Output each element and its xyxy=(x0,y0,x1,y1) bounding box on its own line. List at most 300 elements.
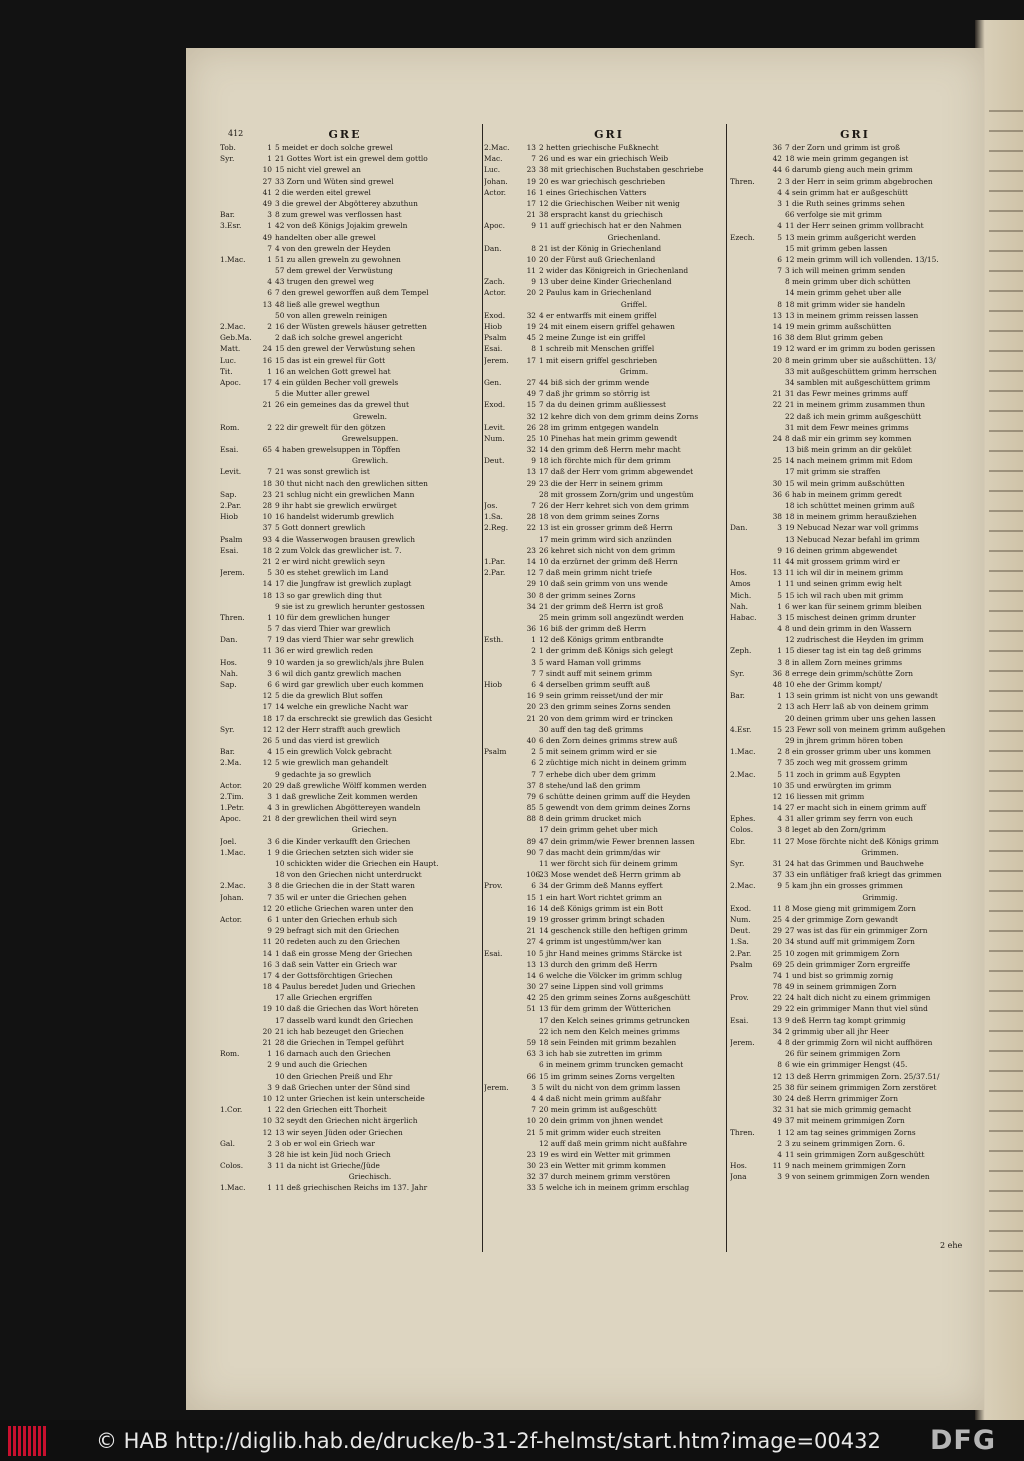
entry-text: 17 mit grimm sie straffen xyxy=(785,467,881,477)
chapter-number: 29 xyxy=(526,478,536,488)
entry-text: 13 wir seyen Jüden oder Griechen xyxy=(275,1127,403,1137)
entry-text: 20 es war griechisch geschrieben xyxy=(539,176,666,186)
chapter-number: 31 xyxy=(772,859,782,868)
entry-text: 17 dasselb ward kundt den Griechen xyxy=(275,1015,414,1025)
entry-text: 8 der grimm seines Zorns xyxy=(539,590,636,600)
chapter-number: 11 xyxy=(772,1161,782,1171)
chapter-number: 9 xyxy=(267,657,272,667)
entry-text: 38 für seinem grimmigen Zorn zerstöret xyxy=(785,1082,937,1092)
chapter-number: 29 xyxy=(772,1004,782,1014)
entry-text: 9 daß Griechen unter der Sünd sind xyxy=(275,1082,411,1092)
chapter-number: 6 xyxy=(531,758,536,768)
entry-text: 20 etliche Griechen waren unter den xyxy=(275,903,414,913)
book-ref: Luc. xyxy=(484,165,501,175)
bleed-line xyxy=(989,710,1023,712)
book-ref: Gal. xyxy=(220,1138,236,1148)
chapter-number: 36 xyxy=(772,489,782,499)
index-entry xyxy=(730,903,980,914)
entry-text: 3 in grewlichen Abgöttereyen wandeln xyxy=(275,803,421,813)
chapter-number: 29 xyxy=(772,926,782,936)
index-entry xyxy=(484,578,734,589)
bleed-line xyxy=(989,1050,1023,1052)
chapter-number: 13 xyxy=(262,299,272,309)
index-entry xyxy=(220,153,470,164)
index-entry xyxy=(730,824,980,835)
entry-heading xyxy=(220,1171,470,1182)
index-entry xyxy=(484,1115,734,1126)
chapter-number: 7 xyxy=(267,635,272,645)
entry-text: 38 mit griechischen Buchstaben geschriebe xyxy=(539,165,704,175)
chapter-number: 12 xyxy=(772,791,782,801)
chapter-number: 10 xyxy=(262,165,272,175)
bleed-line xyxy=(989,970,1023,972)
entry-text: 21 der grimm deß Herrn ist groß xyxy=(539,601,664,611)
chapter-number: 1 xyxy=(531,635,536,645)
entry-text: 17 dein grimm gehet uber mich xyxy=(539,825,658,835)
index-entry xyxy=(484,556,734,567)
index-entry xyxy=(484,657,734,668)
chapter-number: 21 xyxy=(262,814,272,824)
index-entry xyxy=(730,713,980,724)
chapter-number: 1 xyxy=(267,1183,272,1193)
entry-text: 2 meine Zunge ist ein griffel xyxy=(539,333,646,343)
entry-text: 8 stehe/und laß den grimm xyxy=(539,780,641,790)
index-entry xyxy=(730,780,980,791)
entry-text: 19 grosser grimm bringt schaden xyxy=(539,914,665,924)
entry-text: 11 sein grimmigen Zorn außgeschütt xyxy=(785,1149,925,1159)
entry-text: 16 handelst widerumb grewlich xyxy=(275,512,395,522)
index-entry xyxy=(730,299,980,310)
index-entry xyxy=(730,1082,980,1093)
index-entry xyxy=(484,970,734,981)
entry-text: 26 ein gemeines das da grewel thut xyxy=(275,400,410,410)
column-heading: GRI xyxy=(840,128,870,141)
bleed-line xyxy=(989,1250,1023,1252)
book-ref: Zeph. xyxy=(730,646,752,656)
index-entry xyxy=(730,287,980,298)
chapter-number: 27 xyxy=(262,176,272,186)
bleed-line xyxy=(989,1090,1023,1092)
index-entry xyxy=(484,1104,734,1115)
chapter-number: 22 xyxy=(526,523,536,533)
index-entry xyxy=(484,925,734,936)
book-ref: Luc. xyxy=(220,355,237,365)
column-lines xyxy=(220,142,470,1194)
chapter-number: 8 xyxy=(531,243,536,253)
entry-text: 6 wer kan für seinem grimm bleiben xyxy=(785,601,922,611)
dfg-logo: DFG xyxy=(930,1425,997,1456)
entry-text: 15 mischest deinen grimm drunter xyxy=(785,612,916,622)
chapter-number: 12 xyxy=(262,758,272,768)
entry-text: 1 und bist so grimmig zornig xyxy=(785,970,894,980)
index-entry xyxy=(484,164,734,175)
entry-text: Griffel. xyxy=(620,299,648,309)
entry-text: 7 erhebe dich uber dem grimm xyxy=(539,769,656,779)
chapter-number: 9 xyxy=(267,926,272,936)
entry-text: 18 von den Griechen nicht unterdruckt xyxy=(275,870,422,880)
index-entry xyxy=(730,433,980,444)
entry-text: 9 die Griechen setzten sich wider sie xyxy=(275,847,414,857)
index-entry xyxy=(484,713,734,724)
book-ref: 2.Ma. xyxy=(220,758,242,768)
chapter-number: 2 xyxy=(777,747,782,757)
bleed-line xyxy=(989,770,1023,772)
bleed-line xyxy=(989,310,1023,312)
entry-text: 35 wil er unter die Griechen gehen xyxy=(275,892,407,902)
chapter-number: 25 xyxy=(772,914,782,924)
chapter-number: 17 xyxy=(262,702,272,712)
index-column-1 xyxy=(220,128,470,1248)
entry-text: 5 gewendt von dem grimm deines Zorns xyxy=(539,803,691,813)
chapter-number: 8 xyxy=(777,1060,782,1070)
entry-text: 15 mit grimm geben lassen xyxy=(785,243,888,253)
entry-text: 15 das ist ein grewel für Gott xyxy=(275,355,386,365)
bleed-line xyxy=(989,230,1023,232)
index-entry xyxy=(220,444,470,455)
chapter-number: 3 xyxy=(267,1082,272,1092)
entry-text: 22 dir grewelt für den götzen xyxy=(275,422,386,432)
chapter-number: 1 xyxy=(267,221,272,231)
entry-text: 2 er wird nicht grewlich seyn xyxy=(275,556,385,566)
book-ref: Nah. xyxy=(730,601,748,611)
chapter-number: 28 xyxy=(262,501,272,510)
entry-text: 30 es stehet grewlich im Land xyxy=(275,568,389,578)
entry-text: 8 in allem Zorn meines grimms xyxy=(785,657,903,667)
index-entry xyxy=(484,590,734,601)
chapter-number: 7 xyxy=(531,769,536,779)
entry-text: 34 stund auff mit grimmigem Zorn xyxy=(785,937,915,947)
chapter-number: 10 xyxy=(526,1116,536,1126)
entry-text: 18 mit grimm wider sie handeln xyxy=(785,299,906,309)
chapter-number: 15 xyxy=(526,892,536,902)
chapter-number: 20 xyxy=(526,288,536,298)
chapter-number: 32 xyxy=(526,445,536,455)
bleed-line xyxy=(989,950,1023,952)
book-ref: Matt. xyxy=(220,344,241,354)
book-ref: 1.Mac. xyxy=(220,847,246,857)
entry-text: 13 uber deine Kinder Griechenland xyxy=(539,277,672,287)
entry-text: 51 zu allen greweln zu gewohnen xyxy=(275,254,401,264)
chapter-number: 44 xyxy=(772,165,782,175)
index-entry xyxy=(484,959,734,970)
index-entry xyxy=(220,836,470,847)
book-ref: 1.Cor. xyxy=(220,1105,243,1115)
index-entry xyxy=(484,1071,734,1082)
entry-text: 26 für seinem grimmigen Zorn xyxy=(785,1049,901,1059)
book-ref: Syr. xyxy=(730,859,745,868)
chapter-number: 6 xyxy=(777,254,782,264)
entry-text: 12 am tag seines grimmigen Zorns xyxy=(785,1127,916,1137)
index-entry xyxy=(730,388,980,399)
book-ref: 4.Esr. xyxy=(730,724,752,734)
chapter-number: 42 xyxy=(772,154,782,164)
index-entry xyxy=(484,824,734,835)
entry-text: 5 mit grimm wider euch streiten xyxy=(539,1127,661,1137)
index-entry xyxy=(220,623,470,634)
book-ref: 1.Mac. xyxy=(220,1183,246,1193)
book-ref: 2.Par. xyxy=(220,501,242,510)
entry-text: 50 von allen greweln reinigen xyxy=(275,310,388,320)
entry-text: 8 mein grimm uber sie außschütten. 13/ xyxy=(785,355,936,365)
chapter-number: 5 xyxy=(267,568,272,578)
chapter-number: 11 xyxy=(772,836,782,846)
book-ref: 1.Par. xyxy=(484,556,506,566)
index-entry xyxy=(220,142,470,153)
entry-text: 4 Paulus beredet Juden und Griechen xyxy=(275,982,416,992)
chapter-number: 1 xyxy=(267,847,272,857)
chapter-number: 20 xyxy=(526,702,536,712)
book-ref: Syr. xyxy=(220,724,235,734)
bleed-line xyxy=(989,250,1023,252)
index-entry xyxy=(730,198,980,209)
entry-text: 12 kehre dich von dem grimm deins Zorns xyxy=(539,411,699,421)
index-entry xyxy=(484,936,734,947)
chapter-number: 6 xyxy=(531,881,536,891)
entry-heading xyxy=(220,433,470,444)
entry-text: 12 mein grimm will ich vollenden. 13/15. xyxy=(785,254,939,264)
book-ref: Colos. xyxy=(220,1161,244,1171)
entry-text: 16 darnach auch den Griechen xyxy=(275,1049,391,1059)
entry-text: 4 daß nicht mein grimm außfahr xyxy=(539,1093,662,1103)
book-ref: Esth. xyxy=(484,635,504,645)
book-ref: Rom. xyxy=(220,422,240,432)
index-entry xyxy=(730,153,980,164)
index-entry xyxy=(730,925,980,936)
entry-text: 22 ich nem den Kelch meines grimms xyxy=(539,1026,680,1036)
index-entry xyxy=(484,903,734,914)
index-entry xyxy=(730,232,980,243)
book-ref: Jerem. xyxy=(730,1038,755,1047)
book-ref: Actor. xyxy=(220,780,242,790)
index-entry xyxy=(730,578,980,589)
index-entry xyxy=(730,1003,980,1014)
index-entry xyxy=(220,970,470,981)
index-entry xyxy=(484,455,734,466)
entry-heading xyxy=(730,847,980,858)
entry-text: 23 Mose wendet deß Herrn grimm ab xyxy=(539,870,681,880)
entry-text: 7 das vierd Thier war grewlich xyxy=(275,624,391,634)
index-entry xyxy=(484,142,734,153)
chapter-number: 2 xyxy=(777,702,782,712)
entry-text: 8 errege dein grimm/schütte Zorn xyxy=(785,668,914,678)
index-entry xyxy=(730,1037,980,1048)
entry-text: 20 redeten auch zu den Griechen xyxy=(275,937,401,947)
chapter-number: 1 xyxy=(267,366,272,376)
book-ref: Prov. xyxy=(484,881,503,891)
bleed-line xyxy=(989,690,1023,692)
copyright-link[interactable]: © HAB http://diglib.hab.de/drucke/b-31-2f-helmst/start.htm?image=00432 xyxy=(96,1429,881,1453)
index-entry xyxy=(484,1093,734,1104)
entry-text: 12 deß Königs grimm entbrandte xyxy=(539,635,664,645)
chapter-number: 13 xyxy=(526,143,536,152)
entry-text: 9 deß Herrn tag kompt grimmig xyxy=(785,1015,906,1025)
index-entry xyxy=(220,198,470,209)
chapter-number: 89 xyxy=(526,836,536,846)
entry-text: 18 sein Feinden mit grimm bezahlen xyxy=(539,1038,677,1047)
entry-text: 17 mein grimm wird sich anzünden xyxy=(539,534,672,544)
index-entry xyxy=(220,802,470,813)
index-entry xyxy=(484,1127,734,1138)
index-entry xyxy=(220,1015,470,1026)
logo-bar xyxy=(18,1426,21,1456)
entry-text: 16 deinen grimm abgewendet xyxy=(785,545,898,555)
entry-text: 10 warden ja so grewlich/als jhre Bulen xyxy=(275,657,424,667)
book-ref: Syr. xyxy=(220,154,235,164)
entry-text: 66 verfolge sie mit grimm xyxy=(785,210,883,220)
book-ref: Hiob xyxy=(484,322,502,331)
entry-text: 13 mein grimm außgericht werden xyxy=(785,232,917,242)
index-entry xyxy=(484,914,734,925)
entry-text: 26 und es war ein griechisch Weib xyxy=(539,154,669,164)
entry-text: 27 Mose förchte nicht deß Königs grimm xyxy=(785,836,939,846)
index-entry xyxy=(220,1138,470,1149)
index-entry xyxy=(730,701,980,712)
index-entry xyxy=(730,657,980,668)
chapter-number: 4 xyxy=(267,747,272,757)
chapter-number: 3 xyxy=(531,657,536,667)
index-entry xyxy=(220,209,470,220)
bleed-line xyxy=(989,1230,1023,1232)
entry-text: 20 mein grimm ist außgeschütt xyxy=(539,1105,657,1115)
chapter-number: 13 xyxy=(772,568,782,578)
chapter-number: 3 xyxy=(267,210,272,220)
book-ref: Esai. xyxy=(730,1015,749,1025)
index-entry xyxy=(220,679,470,690)
index-entry xyxy=(220,992,470,1003)
index-entry xyxy=(484,377,734,388)
entry-text: 1 ein hart Wort richtet grimm an xyxy=(539,892,662,902)
entry-text: 18 wie mein grimm gegangen ist xyxy=(785,154,909,164)
entry-text: 14 mein grimm gehet uber alle xyxy=(785,288,902,298)
bleed-line xyxy=(989,370,1023,372)
entry-text: 8 der grimmig Zorn wil nicht auffhören xyxy=(785,1038,933,1047)
book-ref: Esai. xyxy=(484,344,503,354)
chapter-number: 14 xyxy=(526,970,536,980)
bleed-line xyxy=(989,630,1023,632)
index-entry xyxy=(730,366,980,377)
entry-text: 5 kam jhn ein grosses grimmen xyxy=(785,881,903,891)
entry-text: 16 biß der grimm deß Herrn xyxy=(539,624,647,634)
entry-text: 23 ein Wetter mit grimm kommen xyxy=(539,1161,666,1171)
entry-text: 9 und auch die Griechen xyxy=(275,1060,368,1070)
entry-text: 15 den grewel der Verwüstung sehen xyxy=(275,344,416,354)
chapter-number: 11 xyxy=(262,646,272,656)
bleed-line xyxy=(989,610,1023,612)
entry-text: 5 die da grewlich Blut soffen xyxy=(275,691,383,701)
index-entry xyxy=(484,724,734,735)
index-entry xyxy=(730,466,980,477)
index-entry xyxy=(730,522,980,533)
entry-text: Griechisch. xyxy=(348,1172,392,1182)
entry-text: 12 der Herr strafft auch grewlich xyxy=(275,724,401,734)
entry-text: 25 den grimm seines Zorns außgeschütt xyxy=(539,993,691,1003)
chapter-number: 10 xyxy=(526,254,536,264)
chapter-number: 3 xyxy=(777,612,782,622)
chapter-number: 19 xyxy=(526,322,536,331)
book-ref: Geb.Ma. xyxy=(220,333,252,343)
bleed-line xyxy=(989,1010,1023,1012)
chapter-number: 8 xyxy=(531,344,536,354)
book-ref: Johan. xyxy=(484,176,508,186)
entry-text: 3 ob er wol ein Griech war xyxy=(275,1138,375,1148)
chapter-number: 19 xyxy=(772,344,782,354)
chapter-number: 19 xyxy=(262,1004,272,1014)
index-entry xyxy=(484,198,734,209)
entry-text: 25 mein grimm soll angezündt werden xyxy=(539,612,684,622)
index-entry xyxy=(220,299,470,310)
entry-text: 5 wie grewlich man gehandelt xyxy=(275,758,389,768)
entry-text: 17 daß der Herr vom grimm abgewendet xyxy=(539,467,694,477)
index-entry xyxy=(730,690,980,701)
book-ref: Exod. xyxy=(730,903,752,913)
chapter-number: 63 xyxy=(526,1049,536,1059)
entry-text: 47 dein grimm/wie Fewer brennen lassen xyxy=(539,836,695,846)
book-ref: Levit. xyxy=(220,467,242,477)
bleed-line xyxy=(989,1170,1023,1172)
chapter-number: 16 xyxy=(262,355,272,365)
book-ref: Thren. xyxy=(730,1127,755,1137)
entry-text: handelten ober alle grewel xyxy=(275,232,376,242)
chapter-number: 17 xyxy=(262,377,272,387)
entry-text: 31 das Fewr meines grimms auff xyxy=(785,389,908,399)
chapter-number: 38 xyxy=(772,512,782,522)
chapter-number: 21 xyxy=(526,210,536,220)
index-entry xyxy=(484,478,734,489)
chapter-number: 16 xyxy=(526,691,536,701)
entry-text: 18 von dem grimm seines Zorns xyxy=(539,512,660,522)
index-entry xyxy=(220,869,470,880)
chapter-number: 4 xyxy=(777,187,782,197)
entry-text: 9 von seinem grimmigen Zorn wenden xyxy=(785,1172,930,1182)
entry-text: 3 ich will meinen grimm senden xyxy=(785,266,906,276)
bleed-line xyxy=(989,1190,1023,1192)
chapter-number: 36 xyxy=(772,143,782,152)
chapter-number: 25 xyxy=(772,948,782,958)
chapter-number: 106 xyxy=(526,870,541,880)
book-ref: Actor. xyxy=(484,187,506,197)
chapter-number: 4 xyxy=(267,277,272,287)
entry-text: 1 unter den Griechen erhub sich xyxy=(275,914,398,924)
chapter-number: 36 xyxy=(526,624,536,634)
chapter-number: 3 xyxy=(777,198,782,208)
entry-text: 28 hie ist kein Jüd noch Griech xyxy=(275,1149,391,1159)
index-entry xyxy=(220,668,470,679)
chapter-number: 21 xyxy=(526,1127,536,1137)
chapter-number: 20 xyxy=(772,355,782,365)
index-entry xyxy=(484,422,734,433)
index-entry xyxy=(730,869,980,880)
index-entry xyxy=(220,343,470,354)
entry-text: 7 da du deinen grimm außliessest xyxy=(539,400,667,410)
bleed-line xyxy=(989,890,1023,892)
index-entry xyxy=(220,735,470,746)
chapter-number: 30 xyxy=(526,1161,536,1171)
index-entry xyxy=(484,220,734,231)
entry-text: 26 der Herr kehret sich von dem grimm xyxy=(539,501,690,510)
index-entry xyxy=(220,780,470,791)
entry-text: Greweln. xyxy=(353,411,387,421)
index-entry xyxy=(484,679,734,690)
book-ref: 2.Par. xyxy=(730,948,752,958)
bleed-line xyxy=(989,990,1023,992)
entry-text: 5 die Mutter aller grewel xyxy=(275,389,370,399)
chapter-number: 1 xyxy=(267,1105,272,1115)
chapter-number: 3 xyxy=(531,1082,536,1092)
index-entry xyxy=(220,925,470,936)
entry-text: 2 züchtige mich nicht in deinem grimm xyxy=(539,758,687,768)
entry-text: 6 wie ein grimmiger Hengst (45. xyxy=(785,1060,908,1070)
chapter-number: 2 xyxy=(267,1138,272,1148)
